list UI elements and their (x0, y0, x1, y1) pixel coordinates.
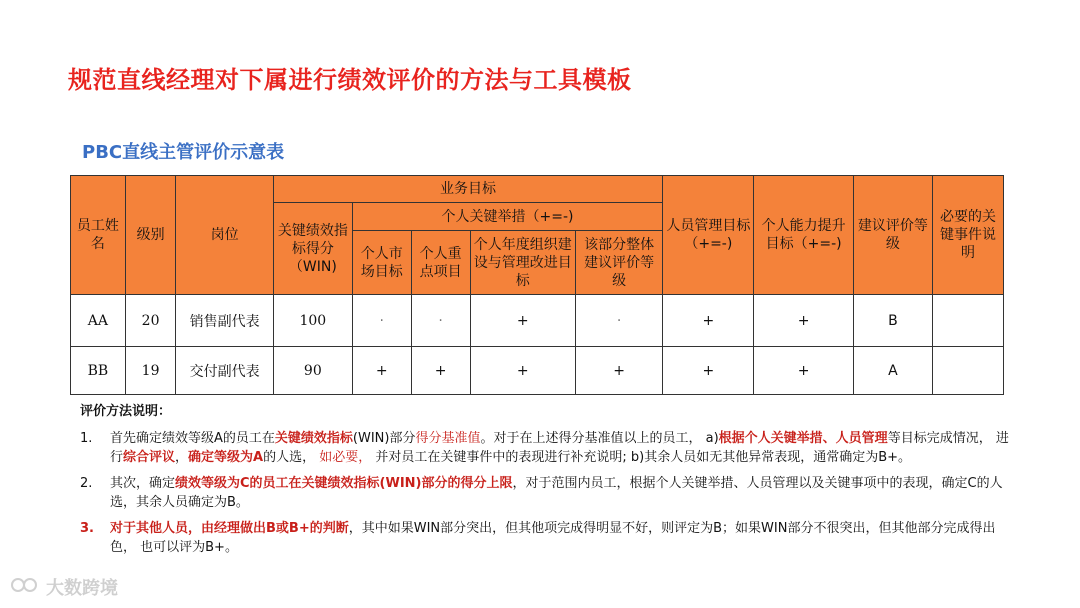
table-row (71, 347, 1004, 395)
cell-level: 19 (125, 347, 176, 395)
cell-market: + (352, 347, 411, 395)
note-text: 对于其他人员，由经理做出B或B+的判断，其中如果WIN部分突出，但其他项完成得明显不好，则评定为B；如果WIN部分不很突出，但其他部分完成得出色， 也可以评为B+。 (110, 521, 996, 555)
note-number: 1. (80, 431, 93, 446)
cell-position: 交付副代表 (176, 347, 273, 395)
cell-project: + (411, 347, 470, 395)
note-text: 其次，确定绩效等级为C的员工在关键绩效指标(WIN)部分的得分上限，对于范围内员工，根据个人关键举措、人员管理以及关键事项中的表现，确定C的人选，其余人员确定为B。 (110, 476, 1003, 510)
cell-dept: · (575, 295, 662, 347)
cell-grade: B (853, 295, 932, 347)
watermark-text: 大数跨境 (46, 578, 118, 599)
table-subtitle: PBC直线主管评价示意表 (82, 142, 285, 163)
header-suggested-grade: 建议评价等级 (853, 176, 932, 295)
watermark (10, 574, 118, 600)
header-kpi-score: 关键绩效指标得分（WIN) (273, 203, 352, 295)
cell-event (932, 347, 1003, 395)
table-row (71, 295, 1004, 347)
header-key-project: 个人重点项目 (411, 231, 470, 295)
page-title: 规范直线经理对下属进行绩效评价的方法与工具模板 (68, 66, 632, 94)
note-text: 首先确定绩效等级A的员工在关键绩效指标(WIN)部分得分基准值。对于在上述得分基准值以上的员工， a)根据个人关键举措、人员管理等目标完成情况， 进行综合评议，确定等级为A的人选， 如必要， 并对员工在关键事件中的表现进行补充说明; b)其余人员如无其他异常表现，通常确定为B+。 (110, 431, 1009, 465)
cell-level: 20 (125, 295, 176, 347)
cell-name: BB (71, 347, 126, 395)
cell-ability: + (754, 295, 853, 347)
cell-project: · (411, 295, 470, 347)
header-ability-improvement: 个人能力提升目标（+=-) (754, 176, 853, 295)
note-number: 3. (80, 521, 94, 536)
header-dept-evaluation: 该部分整体建议评价等级 (575, 231, 662, 295)
note-item-3 (80, 519, 1010, 557)
header-level: 级别 (125, 176, 176, 295)
cell-position: 销售副代表 (176, 295, 273, 347)
header-people-management: 人员管理目标（+=-) (663, 176, 754, 295)
cell-event (932, 295, 1003, 347)
note-number: 2. (80, 476, 93, 491)
cell-market: · (352, 295, 411, 347)
header-market-goal: 个人市场目标 (352, 231, 411, 295)
note-item-2 (80, 474, 1010, 512)
pbc-evaluation-table (70, 175, 1004, 395)
watermark-logo-icon (10, 575, 40, 600)
cell-org: + (470, 347, 575, 395)
cell-people: + (663, 295, 754, 347)
header-org-goal: 个人年度组织建设与管理改进目标 (470, 231, 575, 295)
header-business-goal: 业务目标 (273, 176, 662, 203)
header-name: 员工姓名 (71, 176, 126, 295)
evaluation-notes (80, 402, 1010, 564)
notes-heading: 评价方法说明： (80, 404, 172, 419)
cell-kpi: 90 (273, 347, 352, 395)
header-key-event: 必要的关键事件说明 (932, 176, 1003, 295)
cell-name: AA (71, 295, 126, 347)
cell-grade: A (853, 347, 932, 395)
cell-ability: + (754, 347, 853, 395)
cell-dept: + (575, 347, 662, 395)
cell-kpi: 100 (273, 295, 352, 347)
header-key-actions: 个人关键举措（+=-) (352, 203, 662, 231)
header-position: 岗位 (176, 176, 273, 295)
cell-people: + (663, 347, 754, 395)
note-item-1 (80, 429, 1010, 467)
cell-org: + (470, 295, 575, 347)
